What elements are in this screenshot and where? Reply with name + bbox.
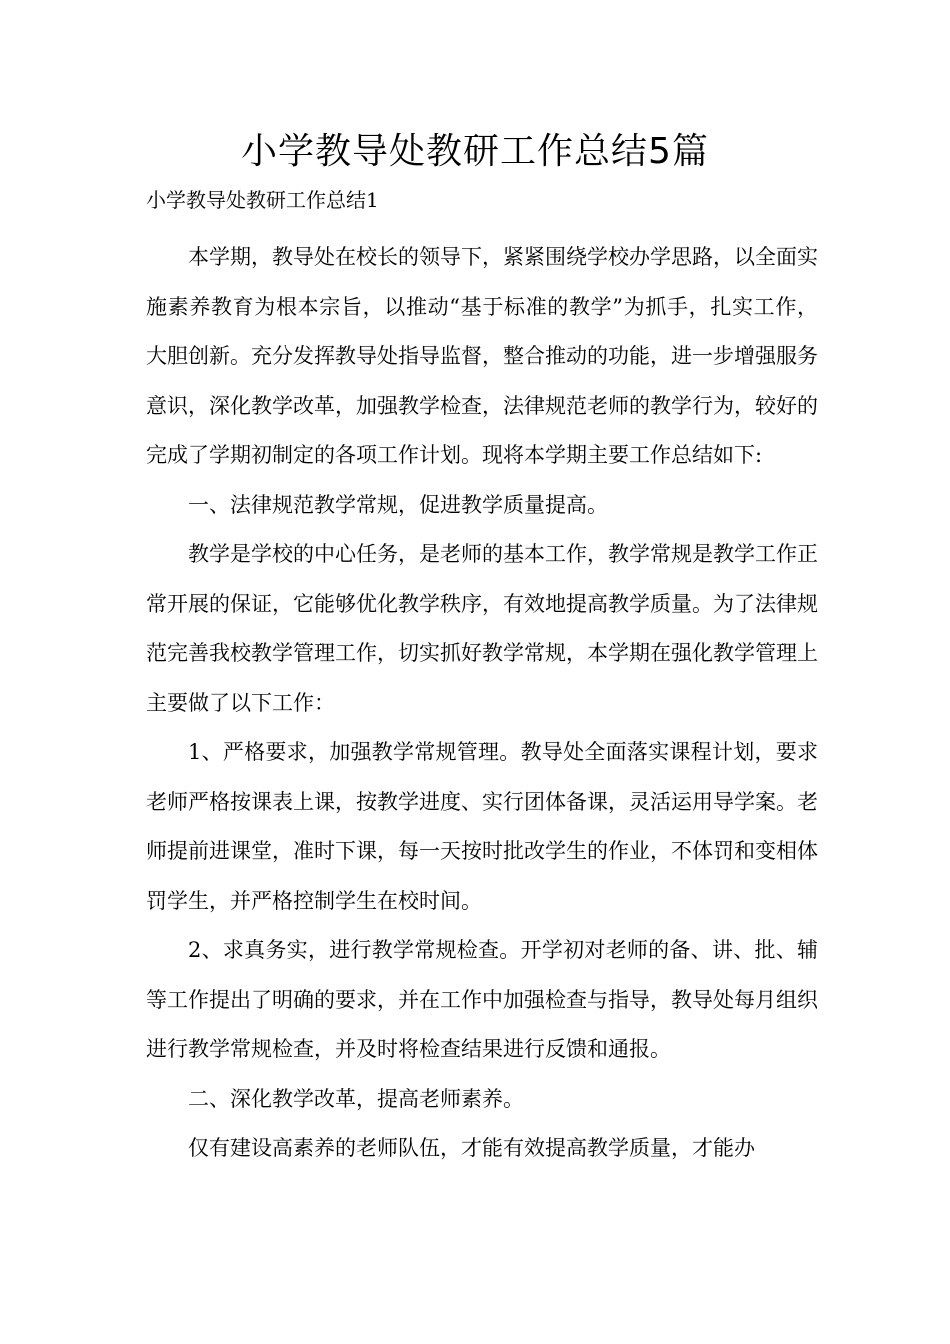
section-heading: 一、法律规范教学常规，促进教学质量提高。 (188, 492, 608, 517)
document-body (146, 233, 818, 1174)
paragraph: 本学期，教导处在校长的领导下，紧紧围绕学校办学思路，以全面实施素养教育为根本宗旨，以推动“基于标准的教学”为抓手，扎实工作，大胆创新。充分发挥教导处指导监督，整合推动的功能，进一步增强服务意识，深化教学改革，加强教学检查，法律规范老师的教学行为，较好的完成了学期初制定的各项工作计划。现将本学期主要工作总结如下: (146, 245, 818, 467)
paragraph: 1、严格要求，加强教学常规管理。教导处全面落实课程计划，要求老师严格按课表上课，按教学进度、实行团体备课，灵活运用导学案。老师提前进课堂，准时下课，每一天按时批改学生的作业，不体罚和变相体罚学生，并严格控制学生在校时间。 (146, 740, 818, 913)
document-title: 小学教导处教研工作总结5篇 (241, 131, 709, 172)
section-subtitle: 小学教导处教研工作总结1 (146, 188, 379, 212)
paragraph: 教学是学校的中心任务，是老师的基本工作，教学常规是教学工作正常开展的保证，它能够优化教学秩序，有效地提高教学质量。为了法律规范完善我校教学管理工作，切实抓好教学常规，本学期在强化教学管理上主要做了以下工作： (146, 542, 818, 715)
paragraph: 2、求真务实，进行教学常规检查。开学初对老师的备、讲、批、辅等工作提出了明确的要求，并在工作中加强检查与指导，教导处每月组织进行教学常规检查，并及时将检查结果进行反馈和通报。 (146, 938, 818, 1061)
section-heading: 二、深化教学改革，提高老师素养。 (188, 1086, 524, 1111)
paragraph: 仅有建设高素养的老师队伍，才能有效提高教学质量，才能办 (188, 1136, 755, 1160)
